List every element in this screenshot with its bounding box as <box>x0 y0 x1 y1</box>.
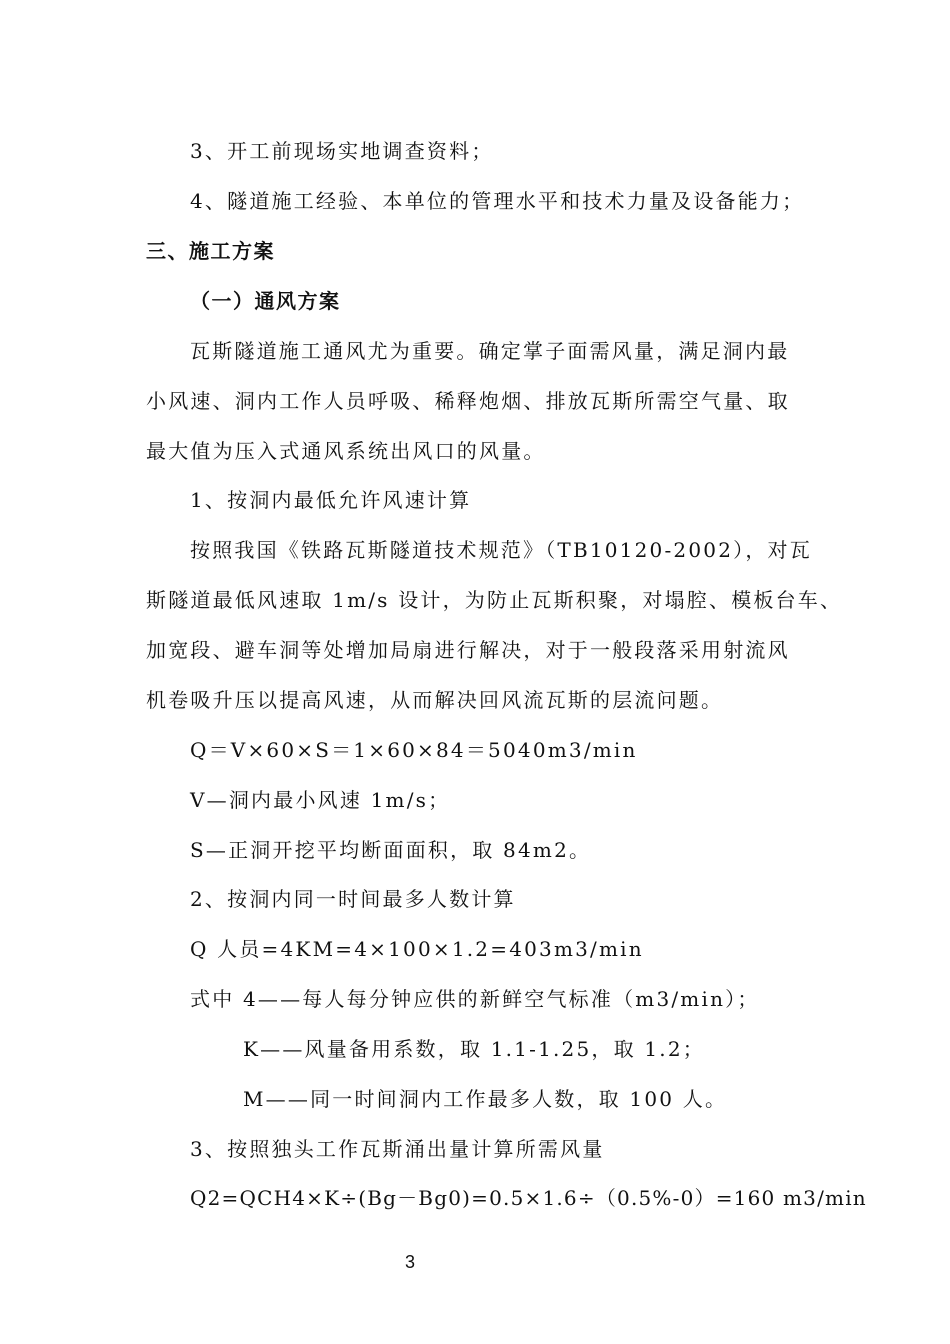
formula-line: Q2=QCH4×K÷(Bg－Bg0)=0.5×1.6÷（0.5%-0）=160 m3/min <box>190 1186 867 1210</box>
formula-definition: M——同一时间洞内工作最多人数，取 100 人。 <box>243 1087 728 1111</box>
formula-definition: V—洞内最小风速 1m/s； <box>190 788 451 812</box>
paragraph-line: 加宽段、避车洞等处增加局扇进行解决，对于一般段落采用射流风 <box>146 638 790 662</box>
list-item-4: 4、隧道施工经验、本单位的管理水平和技术力量及设备能力； <box>190 189 805 213</box>
formula-definition: K——风量备用系数，取 1.1-1.25，取 1.2； <box>243 1037 705 1061</box>
paragraph-line: 斯隧道最低风速取 1m/s 设计，为防止瓦斯积聚，对塌腔、模板台车、 <box>146 588 843 612</box>
paragraph-line: 小风速、洞内工作人员呼吸、稀释炮烟、排放瓦斯所需空气量、取 <box>146 389 790 413</box>
section-heading: 三、施工方案 <box>146 239 275 263</box>
formula-line: Q＝V×60×S＝1×60×84＝5040m3/min <box>190 738 638 762</box>
paragraph-line: 最大值为压入式通风系统出风口的风量。 <box>146 439 546 463</box>
paragraph-line: 瓦斯隧道施工通风尤为重要。确定掌子面需风量，满足洞内最 <box>190 339 790 363</box>
paragraph-line: 按照我国《铁路瓦斯隧道技术规范》（TB10120-2002），对瓦 <box>190 538 812 562</box>
formula-definition: S—正洞开挖平均断面面积，取 84m2。 <box>190 838 592 862</box>
subsection-heading: （一）通风方案 <box>190 289 341 313</box>
paragraph-line: 机卷吸升压以提高风速，从而解决回风流瓦斯的层流问题。 <box>146 688 724 712</box>
item-heading: 2、按洞内同一时间最多人数计算 <box>190 887 516 911</box>
list-item-3: 3、开工前现场实地调查资料； <box>190 139 494 163</box>
page-number: 3 <box>404 1252 415 1272</box>
formula-line: Q 人员=4KM=4×100×1.2=403m3/min <box>190 937 644 961</box>
item-heading: 1、按洞内最低允许风速计算 <box>190 488 472 512</box>
item-heading: 3、按照独头工作瓦斯涌出量计算所需风量 <box>190 1137 605 1161</box>
formula-definition: 式中 4——每人每分钟应供的新鲜空气标准（m3/min）； <box>190 987 760 1011</box>
